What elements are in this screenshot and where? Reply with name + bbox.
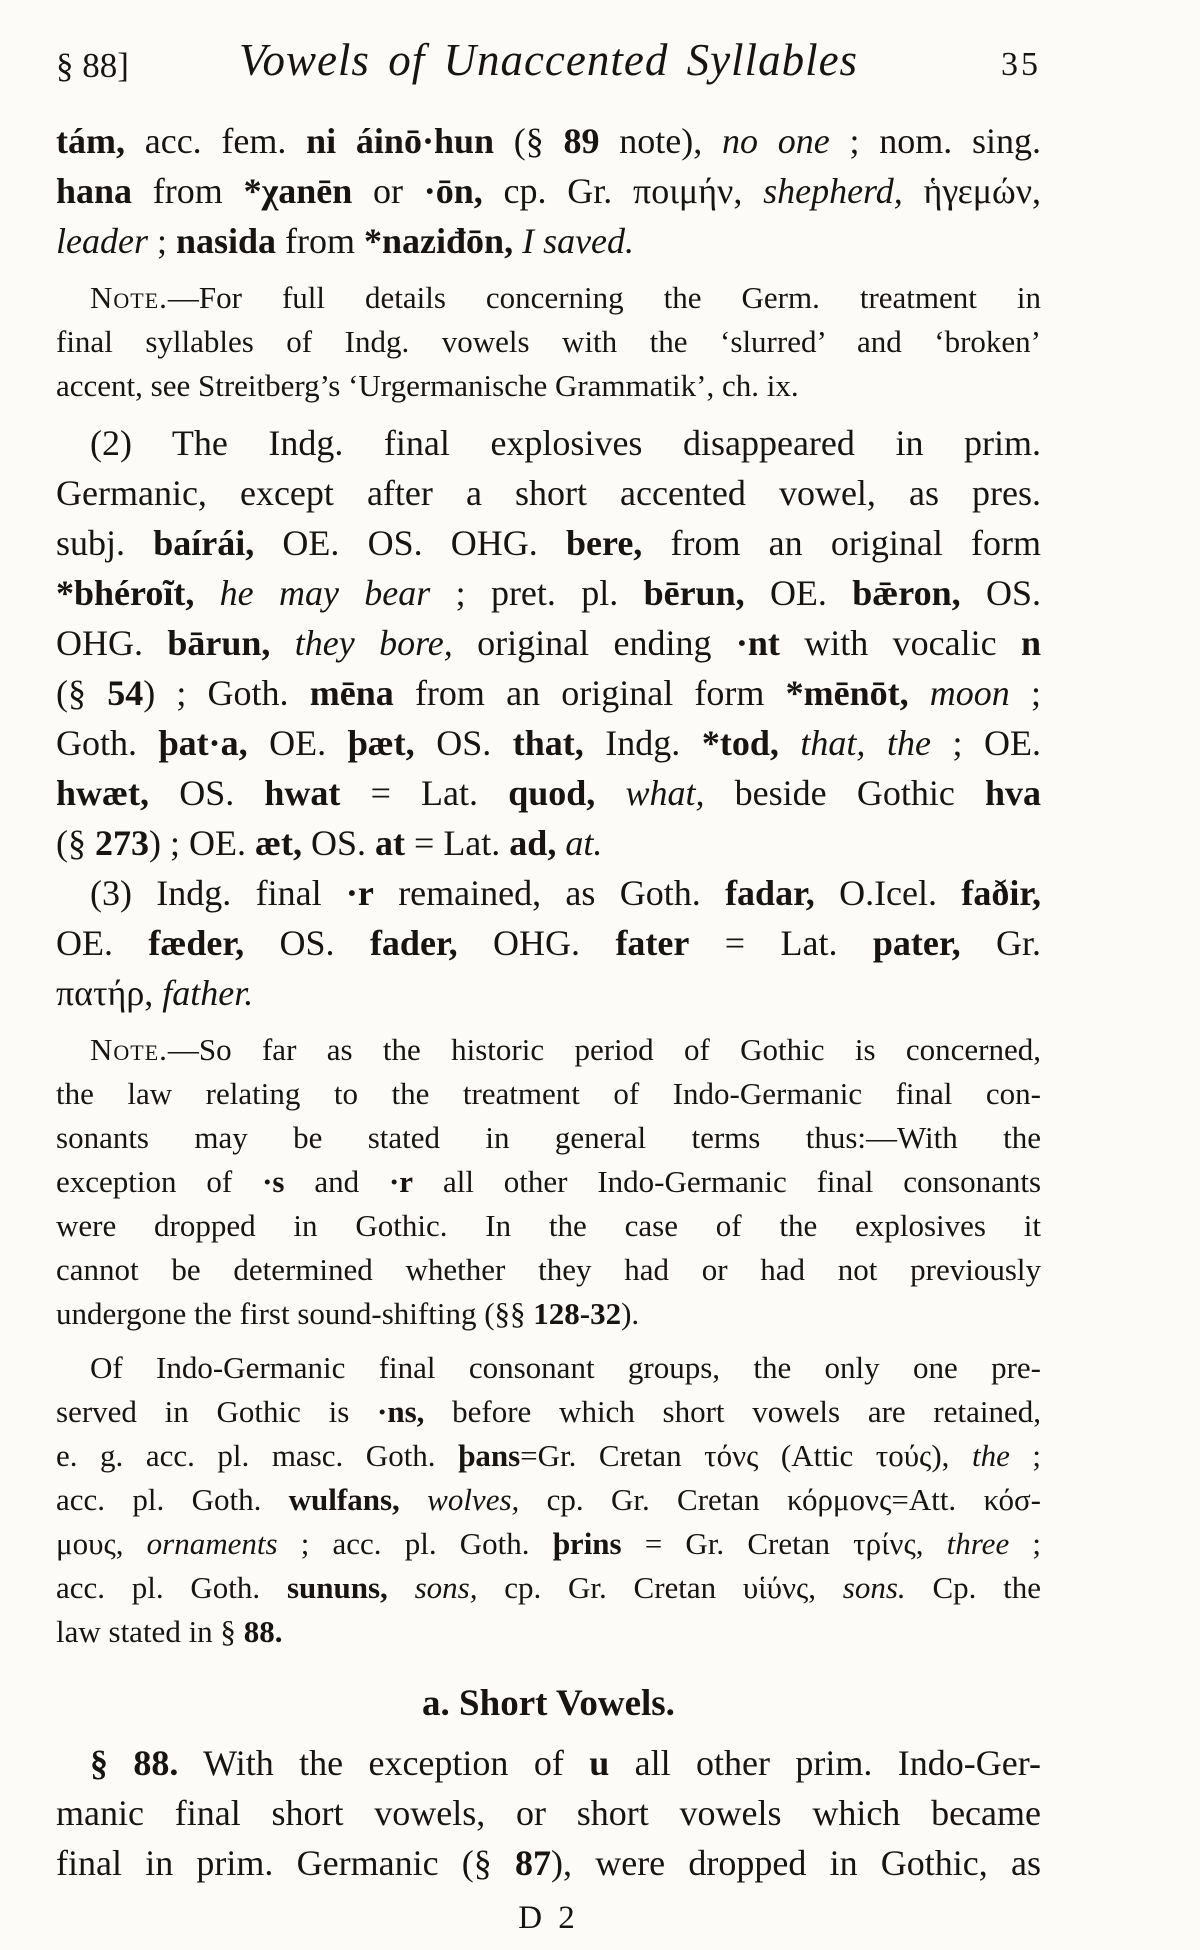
text-segment: cp. Gr. Cretan κόρμονς=Att. κόσ-: [519, 1482, 1041, 1517]
text-segment: ;: [147, 221, 176, 261]
text-segment: [270, 623, 294, 663]
text-segment: OS.: [244, 923, 370, 963]
text-segment: from: [132, 171, 244, 211]
text-segment-b: n: [1020, 623, 1041, 663]
text-segment: final in prim. Germanic (§: [56, 1843, 515, 1883]
text-segment: acc. fem.: [124, 121, 307, 161]
text-segment: ) ; OE.: [149, 823, 255, 863]
text-segment-b: baírái,: [153, 523, 255, 563]
text-segment: ;: [1009, 673, 1041, 713]
text-line: [56, 216, 1041, 266]
text-segment-i: sons,: [414, 1570, 478, 1605]
text-segment: (2) The Indg. final explosives disappeared in prim.: [90, 423, 1041, 463]
text-line: [56, 618, 1041, 668]
text-segment: exception of: [56, 1164, 263, 1199]
text-segment: OS.: [301, 823, 376, 863]
text-segment: = Lat.: [689, 923, 873, 963]
text-segment: from an original form: [642, 523, 1041, 563]
text-segment-b: þæt,: [347, 723, 415, 763]
text-segment: all other Indo-Germanic final consonants: [413, 1164, 1042, 1199]
text-segment-b: þans: [458, 1438, 521, 1473]
text-segment: cp. Gr. ποιμήν,: [482, 171, 764, 211]
paragraph-continuation: [56, 116, 1041, 266]
text-segment-b: *mēnōt,: [785, 673, 909, 713]
text-line: [56, 1390, 1041, 1434]
text-line: [56, 320, 1041, 364]
text-segment: [388, 1570, 415, 1605]
text-segment: ; acc. pl. Goth.: [277, 1526, 553, 1561]
text-segment: a. Short Vowels.: [422, 1683, 675, 1724]
text-segment-i: leader: [56, 221, 148, 261]
text-segment: OS.: [149, 773, 265, 813]
text-line: [56, 1738, 1041, 1788]
text-segment-b: wulfans,: [288, 1482, 400, 1517]
text-segment-b: *naziđōn,: [364, 221, 514, 261]
text-segment-sc: Note.: [90, 280, 168, 315]
text-segment-i: I saved.: [522, 221, 635, 261]
running-title: Vowels of Unaccented Syllables: [238, 35, 859, 85]
text-segment: ;: [1009, 1526, 1041, 1561]
text-segment-b: ·nt: [735, 623, 780, 663]
text-segment-i: they bore,: [294, 623, 453, 663]
text-line: [56, 1292, 1041, 1336]
text-segment: (§: [56, 673, 108, 713]
text-line: [56, 918, 1041, 968]
text-segment-b: *tod,: [701, 723, 779, 763]
text-segment: with vocalic: [779, 623, 1021, 663]
text-segment-b: ·r: [388, 1164, 414, 1199]
text-segment: final syllables of Indg. vowels with the ‘slurred’ and ‘broken’: [56, 324, 1041, 359]
text-segment-b: *χanēn: [243, 171, 353, 211]
text-segment-b: ad,: [509, 823, 557, 863]
text-segment-b: u: [589, 1743, 610, 1783]
text-segment-b: § 88.: [90, 1743, 179, 1783]
text-segment-b: 54: [107, 673, 144, 713]
text-line: [56, 1788, 1041, 1838]
text-segment: =Gr. Cretan τόνς (Attic τούς),: [520, 1438, 972, 1473]
text-segment: = Gr. Cretan τρίνς,: [621, 1526, 947, 1561]
text-segment-b: bere,: [566, 523, 643, 563]
numbered-paragraph-2: [56, 418, 1041, 868]
text-segment-sc: Note.: [90, 1032, 168, 1067]
text-segment: cannot be determined whether they had or had not previously: [56, 1252, 1041, 1287]
text-segment: ) ; Goth.: [143, 673, 310, 713]
text-segment-b: fæder,: [148, 923, 245, 963]
text-line: [56, 1116, 1041, 1160]
text-segment-b: tám,: [56, 121, 125, 161]
text-segment-i: shepherd,: [763, 171, 903, 211]
text-segment-i: three: [946, 1526, 1010, 1561]
text-segment-b: æt,: [254, 823, 302, 863]
text-segment-b: hwat: [264, 773, 341, 813]
text-segment-b: 88.: [243, 1614, 283, 1649]
text-segment: remained, as Goth.: [373, 873, 726, 913]
text-segment-i: at.: [565, 823, 603, 863]
text-segment: —So far as the historic period of Gothic is concerned,: [167, 1032, 1041, 1067]
text-segment-b: pater,: [872, 923, 961, 963]
text-line: [56, 418, 1041, 468]
text-segment-b: þrins: [552, 1526, 622, 1561]
text-line: [56, 116, 1041, 166]
text-segment: (§: [56, 823, 95, 863]
text-segment-b: 87: [515, 1843, 551, 1883]
text-segment: ἡγεμών,: [902, 171, 1042, 211]
text-segment: served in Gothic is: [56, 1394, 378, 1429]
text-segment: [779, 723, 801, 763]
text-line: [56, 1346, 1041, 1390]
text-segment-b: bērun,: [643, 573, 745, 613]
text-segment: = Lat.: [405, 823, 510, 863]
text-line: [56, 468, 1041, 518]
printers-signature-mark: D 2: [518, 1900, 579, 1936]
text-segment: —For full details concerning the Germ. treatment in: [167, 280, 1041, 315]
text-segment: OHG.: [457, 923, 616, 963]
text-segment-b: ·ns,: [377, 1394, 425, 1429]
text-segment-i: sons.: [842, 1570, 906, 1605]
text-segment-b: bǣron,: [852, 573, 961, 613]
text-segment-b: þat·a,: [158, 723, 248, 763]
text-segment: OS.: [960, 573, 1041, 613]
text-segment: OS.: [414, 723, 513, 763]
text-segment: undergone the first sound-shifting (§§: [56, 1296, 534, 1331]
text-segment: OE.: [247, 723, 348, 763]
text-segment: cp. Gr. Cretan υἱύνς,: [477, 1570, 843, 1605]
text-segment: O.Icel.: [814, 873, 962, 913]
text-line: [56, 1434, 1041, 1478]
text-line: [56, 1072, 1041, 1116]
text-segment: ; OE.: [930, 723, 1042, 763]
text-segment-i: that, the: [800, 723, 931, 763]
text-line: [56, 1248, 1041, 1292]
text-segment: manic final short vowels, or short vowels which became: [56, 1793, 1041, 1833]
text-segment: before which short vowels are retained,: [424, 1394, 1041, 1429]
text-segment-b: mēna: [309, 673, 394, 713]
text-line: [56, 1160, 1041, 1204]
text-segment-b: ni áinō·hun: [306, 121, 495, 161]
note-paragraph: [56, 276, 1041, 408]
text-segment: were dropped in Gothic. In the case of the explosives it: [56, 1208, 1041, 1243]
text-segment-b: 89: [563, 121, 600, 161]
text-line: [56, 518, 1041, 568]
text-segment: Indg.: [583, 723, 702, 763]
text-segment: = Lat.: [340, 773, 509, 813]
text-segment-b: ·ōn,: [423, 171, 483, 211]
text-segment: OE. OS. OHG.: [254, 523, 566, 563]
text-segment: from: [276, 221, 365, 261]
text-segment-b: hva: [984, 773, 1042, 813]
text-segment: OHG.: [56, 623, 168, 663]
text-segment: sonants may be stated in general terms thus:—With the: [56, 1120, 1041, 1155]
text-segment: law stated in §: [56, 1614, 244, 1649]
text-segment: (§: [494, 121, 564, 161]
text-segment: the law relating to the treatment of Indo-Germanic final con-: [56, 1076, 1041, 1111]
section-88-paragraph: [56, 1738, 1041, 1888]
text-segment-b: nasida: [175, 221, 277, 261]
text-segment: subj.: [56, 523, 154, 563]
text-segment-b: ·r: [345, 873, 374, 913]
text-segment: ).: [621, 1296, 640, 1331]
text-line: [56, 1478, 1041, 1522]
text-segment-b: sununs,: [286, 1570, 388, 1605]
text-segment: and: [284, 1164, 389, 1199]
text-segment-i: ornaments: [146, 1526, 278, 1561]
text-line: [56, 668, 1041, 718]
text-segment-i: no one: [722, 121, 830, 161]
text-segment: [194, 573, 219, 613]
text-segment: μους,: [56, 1526, 147, 1561]
text-line: [56, 364, 1041, 408]
text-segment: [556, 823, 565, 863]
text-segment: Goth.: [56, 723, 159, 763]
text-segment: ; pret. pl.: [430, 573, 644, 613]
text-segment-b: that,: [512, 723, 584, 763]
text-line: [56, 166, 1041, 216]
text-line: [56, 1522, 1041, 1566]
text-segment: OE.: [744, 573, 853, 613]
text-segment-b: 128-32: [533, 1296, 622, 1331]
text-segment: from an original form: [393, 673, 786, 713]
text-line: [56, 1028, 1041, 1072]
text-segment-i: moon: [929, 673, 1010, 713]
text-segment-b: *bhéroĩt,: [56, 573, 195, 613]
text-segment: πατήρ,: [56, 973, 163, 1013]
text-segment-b: hana: [56, 171, 133, 211]
header-section-ref: § 88]: [56, 46, 129, 85]
section-heading: [56, 1680, 1041, 1728]
text-line: [56, 868, 1041, 918]
note-paragraph: [56, 1028, 1041, 1336]
text-line: [56, 768, 1041, 818]
text-segment: [400, 1482, 427, 1517]
text-line: [56, 1610, 1041, 1654]
text-segment-b: fadar,: [725, 873, 815, 913]
text-segment-b: ·s: [262, 1164, 285, 1199]
text-segment: [909, 673, 930, 713]
text-line: [56, 276, 1041, 320]
text-segment: Gr.: [960, 923, 1041, 963]
text-line: [56, 568, 1041, 618]
text-segment: Cp. the: [905, 1570, 1042, 1605]
note-paragraph-continued: [56, 1346, 1041, 1654]
text-line: [56, 1680, 1041, 1728]
text-segment-b: 273: [95, 823, 149, 863]
text-segment: [513, 221, 522, 261]
text-segment: ;: [1009, 1438, 1041, 1473]
page-number: 35: [1001, 46, 1041, 83]
text-segment-b: fader,: [369, 923, 458, 963]
text-segment-b: quod,: [508, 773, 596, 813]
text-segment: (3) Indg. final: [90, 873, 346, 913]
text-segment: Of Indo-Germanic final consonant groups, the only one pre-: [90, 1350, 1041, 1385]
text-segment-i: what,: [625, 773, 705, 813]
text-line: [56, 1566, 1041, 1610]
text-segment: acc. pl. Goth.: [56, 1570, 287, 1605]
text-segment-b: at: [375, 823, 406, 863]
text-segment: all other prim. Indo-Ger-: [609, 1743, 1042, 1783]
numbered-paragraph-3: [56, 868, 1041, 1018]
text-line: [56, 1838, 1041, 1888]
text-segment: OE.: [56, 923, 149, 963]
text-segment: ), were dropped in Gothic, as: [551, 1843, 1041, 1883]
text-segment-b: bārun,: [167, 623, 271, 663]
text-line: [56, 968, 1041, 1018]
running-header: [56, 34, 1041, 96]
text-segment-b: hwæt,: [56, 773, 150, 813]
text-line: [56, 818, 1041, 868]
page-body-text: [56, 116, 1041, 1888]
text-segment: Germanic, except after a short accented vowel, as pres.: [56, 473, 1041, 513]
text-segment-i: wolves,: [427, 1482, 520, 1517]
text-segment: acc. pl. Goth.: [56, 1482, 289, 1517]
text-segment: accent, see Streitberg’s ‘Urgermanische Grammatik’, ch. ix.: [56, 368, 799, 403]
text-segment-i: father.: [162, 973, 254, 1013]
text-segment-b: fater: [615, 923, 690, 963]
text-segment: e. g. acc. pl. masc. Goth.: [56, 1438, 459, 1473]
text-segment: original ending: [452, 623, 736, 663]
text-line: [56, 718, 1041, 768]
text-segment: or: [352, 171, 424, 211]
text-segment: beside Gothic: [704, 773, 985, 813]
text-segment-b: faðir,: [961, 873, 1041, 913]
text-segment-i: he may bear: [219, 573, 431, 613]
text-segment: ; nom. sing.: [829, 121, 1042, 161]
text-line: [56, 1204, 1041, 1248]
text-segment-i: the: [971, 1438, 1010, 1473]
text-segment: note),: [599, 121, 723, 161]
text-segment: [595, 773, 625, 813]
text-segment: With the exception of: [178, 1743, 590, 1783]
